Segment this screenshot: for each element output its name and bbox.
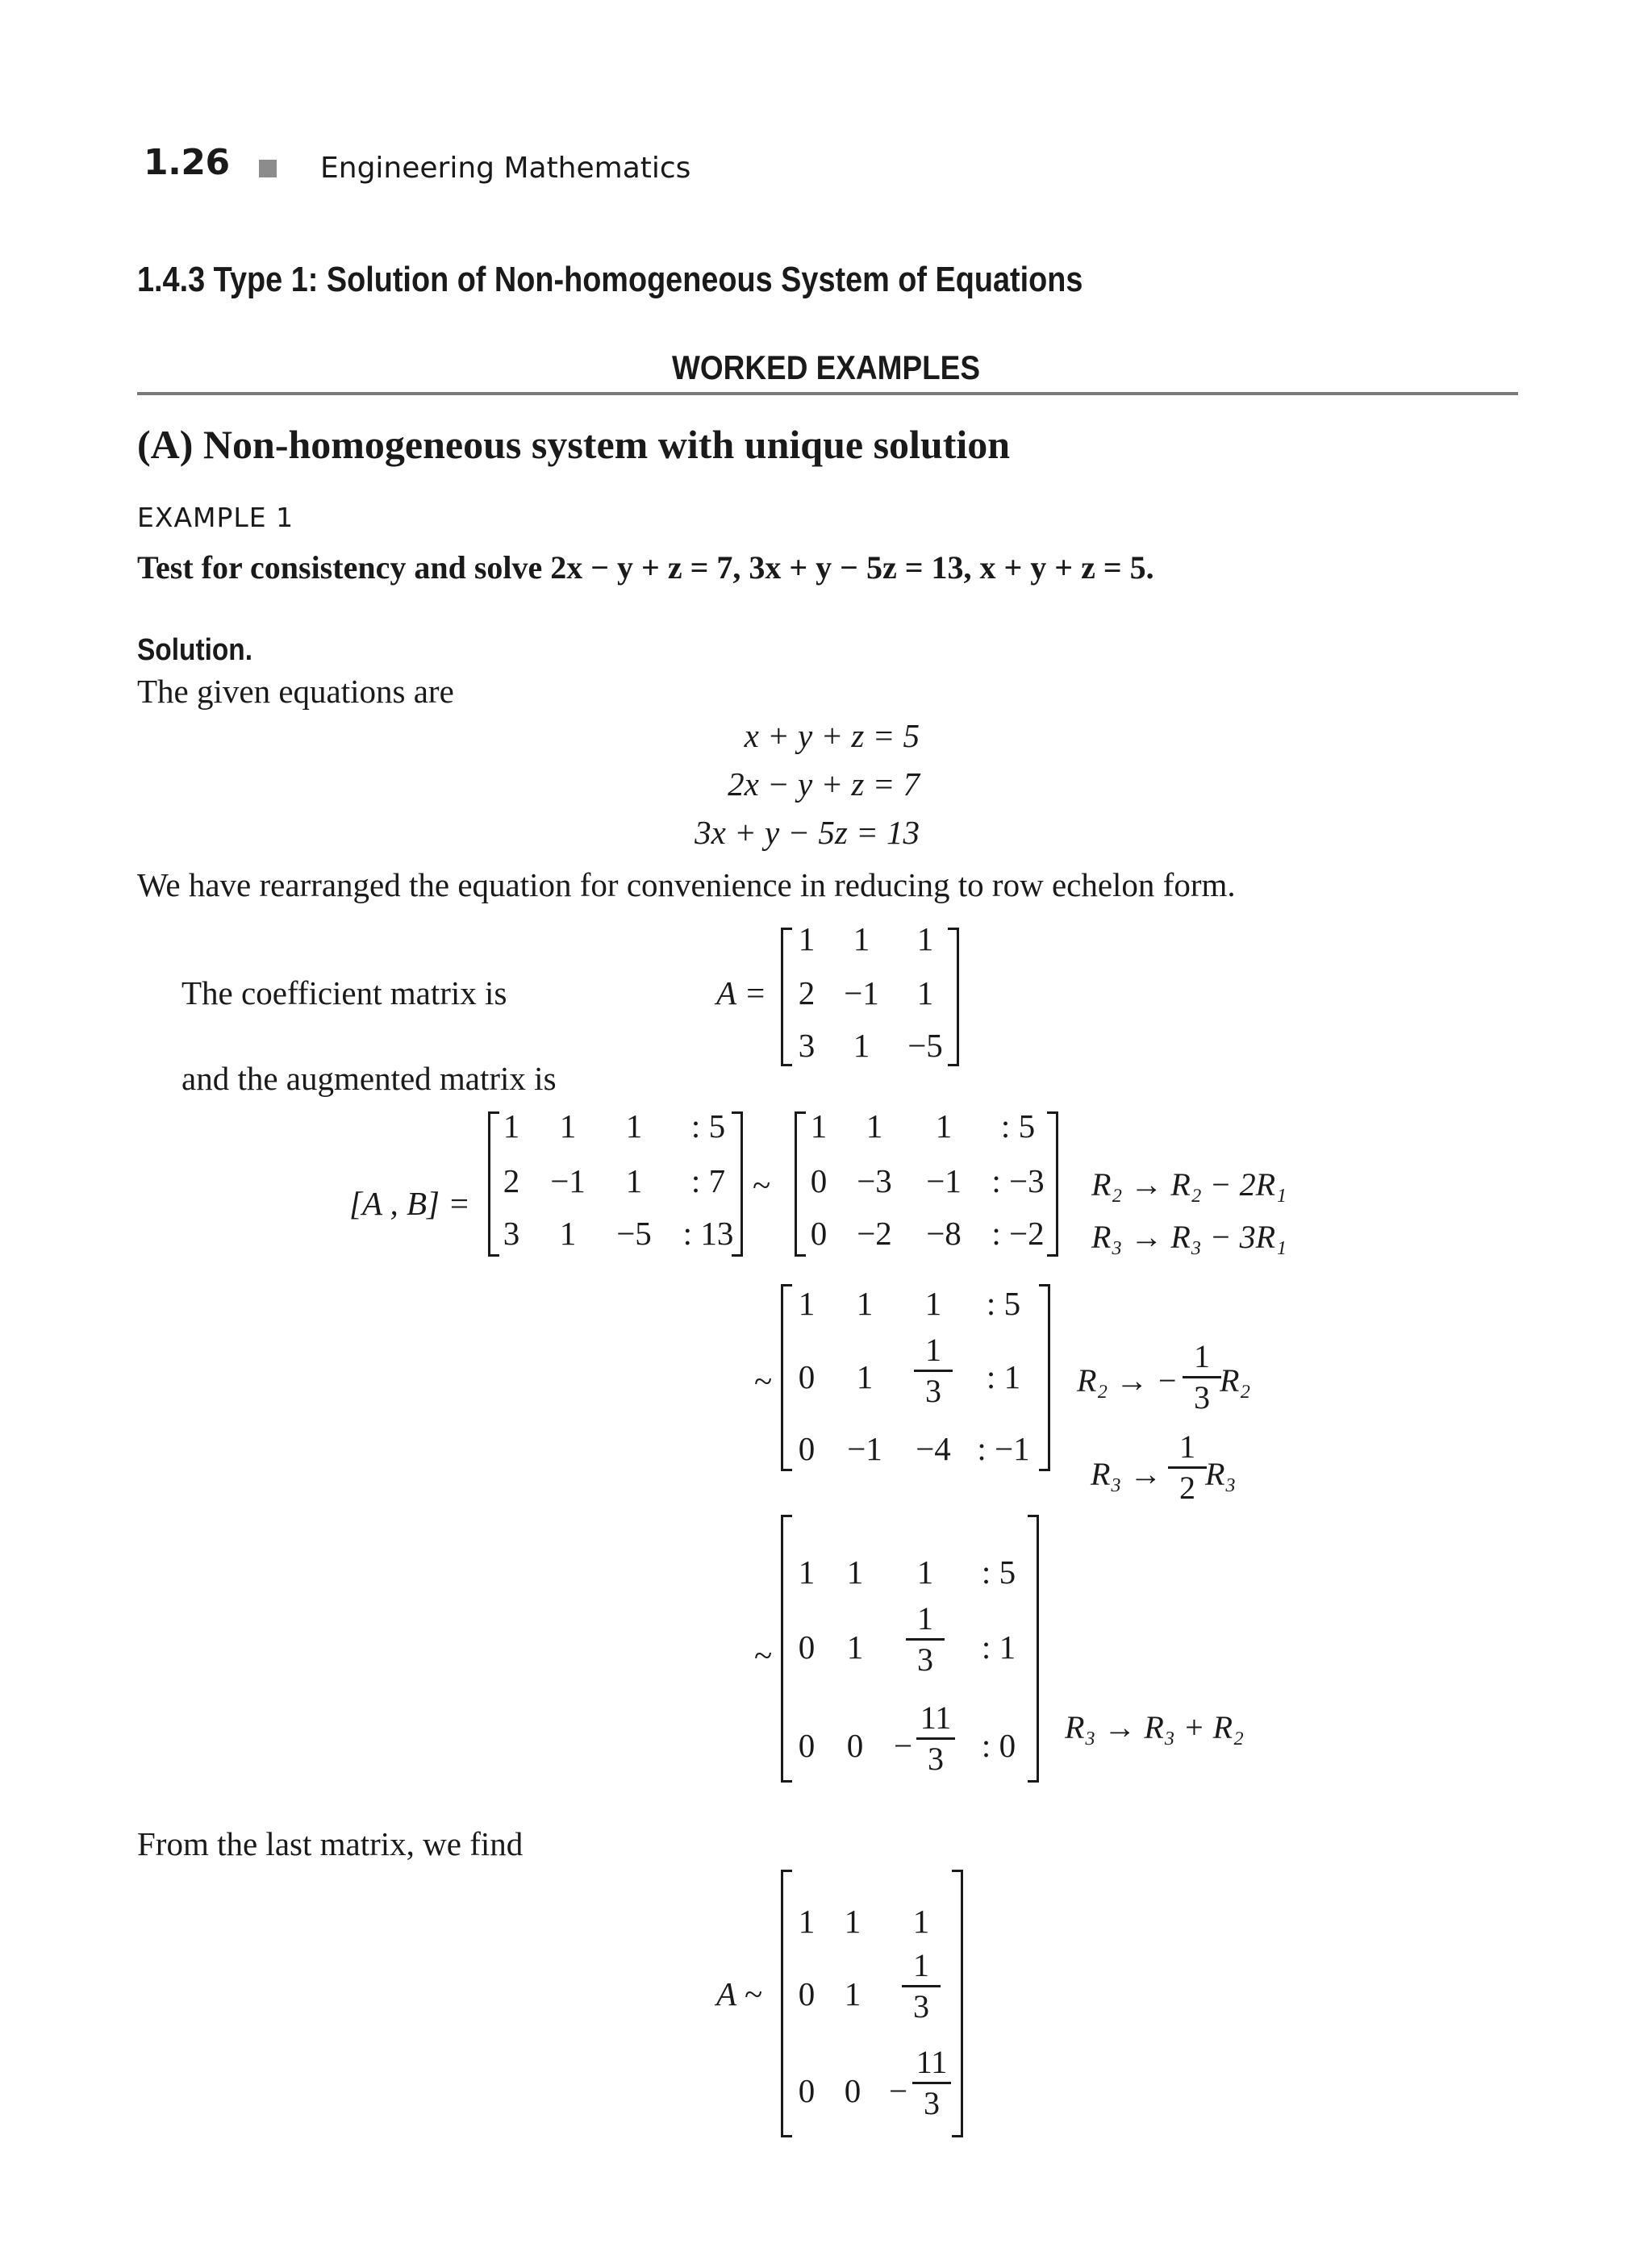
matrix-cell: 0: [810, 1215, 828, 1252]
coefficient-text: The coefficient matrix is: [181, 974, 507, 1011]
fraction-one-third: [1178, 1339, 1226, 1416]
row-op-2: R₃ → R₃ − 3R₁: [1091, 1219, 1287, 1255]
matrix-cell: −8: [926, 1215, 962, 1252]
matrix-cell: : −2: [991, 1215, 1045, 1252]
matrix-cell: : 5: [981, 1553, 1016, 1591]
matrix-cell: −1: [550, 1162, 586, 1199]
fraction-one-third: [909, 1332, 957, 1409]
matrix-cell: 1: [844, 1975, 861, 2012]
row-op-3-post: R₂: [1220, 1362, 1251, 1399]
matrix-cell: 1: [846, 1628, 864, 1666]
worked-examples-heading: WORKED EXAMPLES: [672, 348, 980, 386]
matrix-cell: 1: [916, 920, 934, 957]
tilde: ~: [753, 1166, 771, 1203]
row-op-4-pre: R₃ →: [1091, 1456, 1162, 1492]
numerator: 1: [925, 1332, 941, 1368]
matrix-cell: 1: [916, 1553, 934, 1591]
matrix-cell: 1: [853, 1027, 870, 1064]
numerator: 11: [916, 2044, 948, 2080]
numerator: 1: [1194, 1338, 1210, 1374]
numerator: 1: [917, 1600, 933, 1637]
matrix-cell: 0: [798, 1975, 816, 2012]
denominator: 2: [1179, 1470, 1195, 1506]
numerator: 1: [1179, 1428, 1195, 1465]
row-op-3-pre: R₂ → −: [1077, 1362, 1179, 1399]
given-text: The given equations are: [137, 673, 454, 710]
tilde: ~: [754, 1637, 773, 1674]
matrix-cell: 1: [866, 1107, 883, 1145]
equation-3: 3x + y − 5z = 13: [695, 814, 920, 851]
matrix-cell: −1: [926, 1162, 962, 1199]
matrix-cell: : 5: [1000, 1107, 1036, 1145]
matrix-cell: 0: [798, 1358, 816, 1395]
rearranged-note: We have rearranged the equation for convenience in reducing to row echelon form.: [137, 866, 1236, 903]
matrix-cell: 1: [559, 1215, 577, 1252]
matrix-cell: 1: [798, 920, 816, 957]
tilde: ~: [754, 1362, 773, 1399]
matrix-cell: 3: [503, 1215, 520, 1252]
matrix-cell: 0: [798, 2072, 816, 2109]
matrix-cell: 3: [798, 1027, 816, 1064]
example-statement: Test for consistency and solve 2x − y + z = 7, 3x + y − 5z = 13, x + y + z = 5.: [137, 549, 1154, 586]
minus-sign: −: [889, 2072, 908, 2109]
fraction-eleven-thirds: [907, 2045, 956, 2121]
matrix-cell: 0: [798, 1727, 816, 1764]
book-title: Engineering Mathematics: [320, 152, 691, 185]
matrix-cell: 0: [798, 1430, 816, 1467]
matrix-cell: 1: [916, 974, 934, 1011]
denominator: 3: [917, 1641, 933, 1678]
matrix-cell: 1: [810, 1107, 828, 1145]
matrix-cell: 1: [846, 1553, 864, 1591]
matrix-cell: 2: [798, 974, 816, 1011]
matrix-cell: 1: [924, 1285, 942, 1322]
matrix-cell: : 1: [986, 1358, 1021, 1395]
matrix-cell: : 13: [682, 1215, 734, 1252]
denominator: 3: [924, 2085, 940, 2121]
matrix-cell: −4: [916, 1430, 951, 1467]
matrix-cell: : 5: [986, 1285, 1021, 1322]
matrix-cell: −2: [857, 1215, 892, 1252]
matrix-cell: 1: [798, 1285, 816, 1322]
matrix-cell: 1: [798, 1553, 816, 1591]
fraction-one-third: [901, 1601, 949, 1678]
last-matrix-text: From the last matrix, we find: [137, 1825, 524, 1862]
matrix-cell: 1: [503, 1107, 520, 1145]
minus-sign: −: [894, 1727, 913, 1764]
subheading: (A) Non-homogeneous system with unique solution: [137, 422, 1011, 467]
matrix-cell: : 5: [690, 1107, 726, 1145]
row-op-4-post: R₃: [1205, 1456, 1237, 1492]
matrix-cell: 1: [559, 1107, 577, 1145]
matrix-cell: : −3: [991, 1162, 1045, 1199]
matrix-cell: −5: [616, 1215, 652, 1252]
example-label: EXAMPLE 1: [137, 502, 294, 533]
matrix-cell: : 0: [981, 1727, 1016, 1764]
matrix-cell: 1: [798, 1903, 816, 1940]
matrix-cell: 2: [503, 1162, 520, 1199]
fraction-one-third: [897, 1948, 945, 2025]
matrix-a-label: A =: [716, 974, 767, 1011]
page-number: 1.26: [144, 142, 230, 183]
matrix-cell: −5: [907, 1027, 943, 1064]
matrix-cell: 1: [625, 1107, 643, 1145]
augmented-label: [A , B] =: [349, 1185, 470, 1222]
matrix-cell: 1: [912, 1903, 930, 1940]
matrix-cell: 0: [846, 1727, 864, 1764]
heading-rule: [137, 392, 1518, 395]
numerator: 11: [920, 1699, 952, 1736]
denominator: 3: [928, 1741, 944, 1777]
solution-label: Solution.: [137, 633, 253, 667]
matrix-cell: −1: [847, 1430, 882, 1467]
matrix-cell: 1: [856, 1358, 874, 1395]
a-tilde-label: A ~: [716, 1975, 762, 2012]
equation-1: x + y + z = 5: [744, 717, 920, 754]
matrix-cell: 0: [844, 2072, 861, 2109]
matrix-cell: 1: [844, 1903, 861, 1940]
matrix-cell: 1: [856, 1285, 874, 1322]
equation-2: 2x − y + z = 7: [728, 765, 920, 803]
matrix-cell: 0: [810, 1162, 828, 1199]
section-title: 1.4.3 Type 1: Solution of Non-homogeneous System of Equations: [137, 260, 1083, 299]
matrix-cell: 0: [798, 1628, 816, 1666]
matrix-cell: : 1: [981, 1628, 1016, 1666]
matrix-cell: −1: [844, 974, 879, 1011]
matrix-cell: : 7: [690, 1162, 726, 1199]
matrix-cell: 1: [625, 1162, 643, 1199]
row-op-5: R₃ → R₃ + R₂: [1065, 1709, 1245, 1745]
matrix-cell: 1: [853, 920, 870, 957]
matrix-cell: 1: [935, 1107, 953, 1145]
denominator: 3: [1194, 1379, 1210, 1416]
row-op-1: R₂ → R₂ − 2R₁: [1091, 1166, 1287, 1203]
denominator: 3: [925, 1373, 941, 1409]
numerator: 1: [913, 1947, 929, 1983]
header-square-icon: [259, 160, 277, 177]
fraction-one-half: [1163, 1429, 1212, 1506]
augmented-text: and the augmented matrix is: [181, 1060, 557, 1097]
denominator: 3: [913, 1988, 929, 2025]
matrix-cell: −3: [857, 1162, 892, 1199]
matrix-cell: : −1: [977, 1430, 1030, 1467]
